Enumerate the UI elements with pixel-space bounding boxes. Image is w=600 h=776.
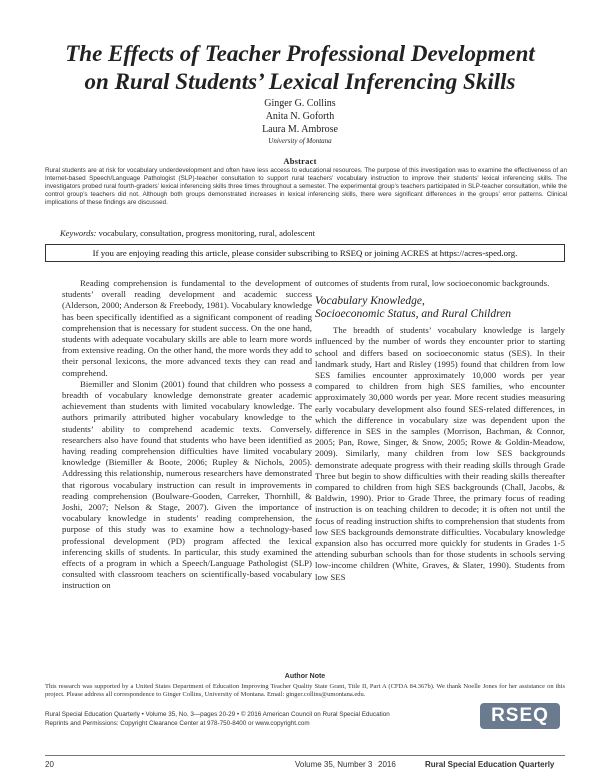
year: 2016 [378,760,396,769]
keywords-label: Keywords: [60,228,97,238]
journal-citation [45,710,465,728]
title-line-1: The Effects of Teacher Professional Development [65,41,535,66]
body-paragraph: Reading comprehension is fundamental to the development of students’ overall reading development and academic success (Alderson, 2000; Anderson & Freebody, 1981). Vocabulary knowledge has been specifically identified as a significant component of reading comprehension that is necessary for student success. On the one hand, students with adequate vocabulary skills are able to learn more words from extensive reading. On the other hand, the more words they add to their personal lexicons, the more advanced texts they can read and comprehend. [62,278,312,378]
author-note-heading: Author Note [284,673,326,680]
section-heading-line-2: Socioeconomic Status, and Rural Children [315,308,512,321]
author-name: Anita N. Goforth [265,111,335,122]
article-title [40,40,560,96]
citation-line-2: Reprints and Permissions: Copyright Clearance Center at 978-750-8400 or www.copyright.com [45,720,310,727]
author-note-text: This research was supported by a United States Department of Education Improving Teacher Quality State Grant, Title II, Part A (CFDA 84.367b). We thank Noelle Jones for her assistance on this project. Please address all correspondence to Ginger Collins, University of Montana. Email: ginger.collins@umontana.edu. [45,683,565,698]
journal-name: Rural Special Education Quarterly [425,760,555,769]
right-column [315,278,565,583]
author-name: Ginger G. Collins [264,98,336,109]
author-block [0,97,600,146]
left-column [62,278,312,592]
keywords [60,228,560,239]
abstract-heading: Abstract [283,156,317,166]
section-heading [315,295,565,321]
title-line-2: on Rural Students’ Lexical Inferencing Skills [84,69,516,94]
affiliation: University of Montana [268,137,332,145]
rseq-logo [480,703,560,729]
logo-text: RSEQ [491,705,549,726]
section-heading-line-1: Vocabulary Knowledge, [315,295,425,308]
abstract-text: Rural students are at risk for vocabulary underdevelopment and often have less access to educational resources. The purpose of this investigation was to examine the effectiveness of an Internet-based Speech/Language Pathologist (SLP)-teacher consultation to support rural teachers’ vocabulary instruction to improve their students’ lexical inferencing skills. The investigators probed rural fourth-graders’ lexical inferencing skills three times throughout a semester. The experimental group’s teachers participated in SLP-teacher consultation, while the control group’s teachers did not. Although both groups demonstrated increases in lexical inferencing skills, there were significant differences in the groups’ error patterns. Clinical implications of these findings are discussed. [45,167,567,206]
subscription-banner: If you are enjoying reading this article, please consider subscribing to RSEQ or joining ACRES at https://acres-sped.org. [45,244,565,262]
page-number: 20 [45,760,54,769]
author-note [45,673,565,699]
keywords-list: vocabulary, consultation, progress monitoring, rural, adolescent [96,228,316,238]
body-paragraph: outcomes of students from rural, low socioeconomic backgrounds. [315,278,550,288]
body-paragraph: The breadth of students’ vocabulary knowledge is largely influenced by the number of words they encounter prior to starting school and differs based on socioeconomic status (SES). In their landmark study, Hart and Risley (1995) found that children from low SES families encounter approximately 10,000 words per year compared to children from high SES families, who encounter approximately 30,000 words per year. More recent studies measuring early vocabulary development also found SES-related differences, in which the difference in vocabulary size was dependent upon the difference in SES in the samples (Morrison, Bachman, & Connor, 2005; Pan, Rowe, Singer, & Snow, 2005; Rowe & Goldin-Meadow, 2009). Similarly, many children from low SES backgrounds demonstrate adequate progress with their reading skills through Grade Three but begin to show difficulties with their reading skills thereafter compared to children from high SES backgrounds (Chall, Jacobs, & Baldwin, 1990). Prior to Grade Three, the primary focus of reading instruction is on teaching children to decode; it is often not until the focus of reading instruction shifts to comprehension that students from low SES backgrounds demonstrate difficulties. Vocabulary knowledge expansion also has occurred more quickly for students in Grades 1-5 attending suburban schools than for those students in schools serving low-income children (White, Graves, & Slater, 1990). Students from low SES [315,325,565,582]
citation-line-1: Rural Special Education Quarterly • Volume 35, No. 3—pages 20-29 • © 2016 American Council on Rural Special Education [45,711,390,718]
volume-info: Volume 35, Number 3 [295,760,373,769]
author-name: Laura M. Ambrose [262,124,338,135]
body-paragraph: Biemiller and Slonim (2001) found that children who possess a breadth of vocabulary knowledge demonstrate greater academic achievement than students with limited vocabulary knowledge. The authors primarily attributed higher vocabulary knowledge to the students’ ability to comprehend academic texts. Conversely, researchers also have found that students who have been identified as having reading comprehension difficulties have limited vocabulary knowledge (Biemiller & Boote, 2006; Rupley & Nichols, 2005). Addressing this relationship, numerous researchers have demonstrated that rigorous vocabulary instruction can result in improvements in reading comprehension (Boulware-Gooden, Carreker, Thornhill, & Joshi, 2007; Nelson & Stage, 2007). Given the importance of vocabulary knowledge in students’ reading comprehension, the purpose of this study was to examine how a technology-based professional development (PD) program affected the lexical inferencing skills of students. In particular, this study examined the effects of a program in which a Speech/Language Pathologist (SLP) consulted with classroom teachers on scientifically-based vocabulary instruction on [62,378,312,591]
footer-divider [45,755,565,756]
